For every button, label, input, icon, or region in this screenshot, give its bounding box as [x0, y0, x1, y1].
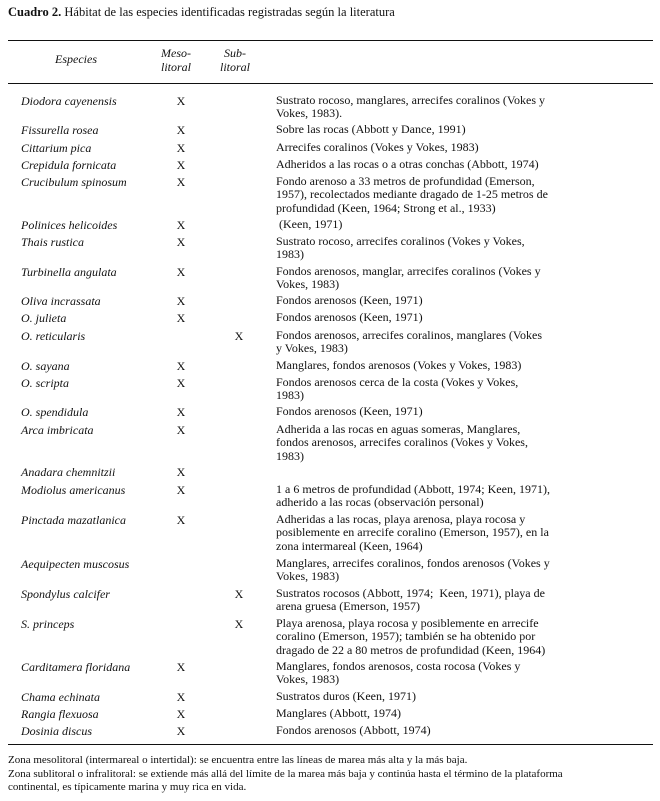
- species-name: Carditamera floridana: [21, 660, 131, 674]
- habitat-line: Fondos arenosos (Keen, 1971): [276, 404, 423, 418]
- habitat-description: [276, 483, 550, 510]
- species-name: Thais rustica: [21, 235, 85, 249]
- habitat-line: Manglares (Abbott, 1974): [276, 706, 401, 720]
- mesolitoral-mark: X: [176, 423, 186, 437]
- habitat-line: 1 a 6 metros de profundidad (Abbott, 1974; Keen, 1971),: [276, 482, 550, 496]
- habitat-line: adherido a las rocas (observación personal): [276, 495, 484, 510]
- habitat-description: [276, 265, 541, 292]
- habitat-line: Sustrato rocoso, manglares, arrecifes coralinos (Vokes y: [276, 93, 546, 107]
- header-sublitoral: [220, 46, 250, 74]
- habitat-description: [276, 660, 520, 687]
- mesolitoral-mark: X: [176, 405, 186, 419]
- mesolitoral-mark: X: [176, 123, 186, 137]
- mesolitoral-mark: X: [176, 265, 186, 279]
- habitat-description: [276, 423, 528, 463]
- species-name: Crepidula fornicata: [21, 158, 117, 172]
- header-mesolitoral: [161, 46, 191, 74]
- species-name: O. reticularis: [21, 329, 86, 343]
- bottom-rule: [8, 744, 653, 745]
- habitat-line: Manglares, fondos arenosos, costa rocosa (Vokes y: [276, 659, 521, 673]
- habitat-line: zona intermareal (Keen, 1964): [276, 538, 423, 553]
- sublitoral-mark: X: [234, 587, 244, 601]
- habitat-line: Fondos arenosos, manglar, arrecifes coralinos (Vokes y: [276, 264, 541, 278]
- habitat-description: [276, 294, 423, 307]
- habitat-line: Fondos arenosos (Keen, 1971): [276, 310, 423, 324]
- habitat-description: [276, 158, 539, 171]
- species-name: Arca imbricata: [21, 423, 94, 437]
- habitat-description: [276, 141, 479, 154]
- header-meso-2: litoral: [161, 60, 192, 74]
- species-name: Pinctada mazatlanica: [21, 513, 126, 527]
- mesolitoral-mark: X: [176, 94, 186, 108]
- species-name: Fissurella rosea: [21, 123, 99, 137]
- habitat-line: Sustratos rocosos (Abbott, 1974; Keen, 1971), playa de: [276, 586, 545, 600]
- habitat-description: [276, 376, 518, 403]
- mesolitoral-mark: X: [176, 376, 186, 390]
- mesolitoral-mark: X: [176, 311, 186, 325]
- habitat-description: [276, 557, 550, 584]
- habitat-description: [276, 513, 549, 553]
- habitat-line: Vokes, 1983): [276, 569, 340, 584]
- table-caption: [8, 5, 395, 20]
- habitat-line: Fondos arenosos cerca de la costa (Vokes y Vokes,: [276, 375, 519, 389]
- note-sublitoral-2: continental, es típicamente marina y muy rica en vida.: [8, 781, 247, 793]
- habitat-line: y Vokes, 1983): [276, 341, 348, 356]
- caption-text: Hábitat de las especies identificadas registradas según la literatura: [64, 5, 395, 19]
- habitat-line: Adheridas a las rocas, playa arenosa, playa rocosa y: [276, 512, 526, 526]
- habitat-line: Vokes, 1983): [276, 672, 340, 687]
- header-meso-1: Meso-: [161, 46, 191, 60]
- top-rule: [8, 40, 653, 41]
- habitat-line: Adheridos a las rocas o a otras conchas (Abbott, 1974): [276, 157, 539, 171]
- habitat-line: Fondos arenosos (Abbott, 1974): [276, 723, 431, 737]
- habitat-description: [276, 617, 545, 657]
- habitat-line: 1983): [276, 388, 304, 403]
- species-name: Dosinia discus: [21, 724, 93, 738]
- mesolitoral-mark: X: [176, 235, 186, 249]
- habitat-description: [276, 359, 521, 372]
- mesolitoral-mark: X: [176, 218, 186, 232]
- mesolitoral-mark: X: [176, 513, 186, 527]
- species-name: Modiolus americanus: [21, 483, 126, 497]
- mesolitoral-mark: X: [176, 141, 186, 155]
- species-name: Cittarium pica: [21, 141, 92, 155]
- habitat-description: [276, 123, 466, 136]
- habitat-line: Fondo arenoso a 33 metros de profundidad (Emerson,: [276, 174, 535, 188]
- habitat-line: arena gruesa (Emerson, 1957): [276, 599, 420, 614]
- habitat-line: dragado de 22 a 80 metros de profundidad (Keen, 1964): [276, 642, 546, 657]
- habitat-line: Manglares, fondos arenosos (Vokes y Vokes, 1983): [276, 358, 522, 372]
- habitat-description: [276, 329, 542, 356]
- habitat-description: [276, 690, 416, 703]
- habitat-line: 1957), recolectados mediante dragado de 1-25 metros de: [276, 187, 548, 202]
- header-especies: Especies: [55, 52, 97, 66]
- header-rule: [8, 83, 653, 84]
- habitat-line: Playa arenosa, playa rocosa y posiblemente en arrecife: [276, 616, 539, 630]
- habitat-line: posiblemente en arrecife coralino (Emerson, 1957), en la: [276, 525, 549, 540]
- habitat-line: fondos arenosos, arrecifes coralinos (Vokes y Vokes,: [276, 435, 528, 450]
- sublitoral-mark: X: [234, 617, 244, 631]
- habitat-line: Vokes, 1983).: [276, 106, 343, 121]
- mesolitoral-mark: X: [176, 465, 186, 479]
- habitat-description: [276, 405, 423, 418]
- species-name: O. sayana: [21, 359, 70, 373]
- mesolitoral-mark: X: [176, 690, 186, 704]
- header-sub-1: Sub-: [224, 46, 246, 60]
- habitat-description: [276, 175, 548, 215]
- sublitoral-mark: X: [234, 329, 244, 343]
- mesolitoral-mark: X: [176, 483, 186, 497]
- mesolitoral-mark: X: [176, 294, 186, 308]
- habitat-line: Fondos arenosos (Keen, 1971): [276, 293, 423, 307]
- mesolitoral-mark: X: [176, 660, 186, 674]
- species-name: Aequipecten muscosus: [21, 557, 130, 571]
- header-sub-2: litoral: [220, 60, 251, 74]
- habitat-line: Adherida a las rocas en aguas someras, Manglares,: [276, 422, 521, 436]
- habitat-line: Sustrato rocoso, arrecifes coralinos (Vokes y Vokes,: [276, 234, 525, 248]
- species-name: Spondylus calcifer: [21, 587, 110, 601]
- habitat-line: Vokes, 1983): [276, 277, 340, 292]
- mesolitoral-mark: X: [176, 707, 186, 721]
- habitat-line: Fondos arenosos, arrecifes coralinos, manglares (Vokes: [276, 328, 543, 342]
- species-name: Turbinella angulata: [21, 265, 117, 279]
- mesolitoral-mark: X: [176, 175, 186, 189]
- species-name: Polinices helicoides: [21, 218, 118, 232]
- species-name: Oliva incrassata: [21, 294, 101, 308]
- habitat-description: [276, 587, 545, 614]
- mesolitoral-mark: X: [176, 158, 186, 172]
- habitat-line: Sobre las rocas (Abbott y Dance, 1991): [276, 122, 466, 136]
- habitat-description: [276, 311, 423, 324]
- habitat-description: [276, 724, 431, 737]
- caption-label: Cuadro 2.: [8, 5, 62, 19]
- habitat-line: 1983): [276, 448, 304, 463]
- species-name: O. scripta: [21, 376, 69, 390]
- species-name: O. spendidula: [21, 405, 89, 419]
- habitat-line: coralino (Emerson, 1957); también se ha obtenido por: [276, 629, 536, 644]
- habitat-line: Manglares, arrecifes coralinos, fondos arenosos (Vokes y: [276, 556, 550, 570]
- species-name: Chama echinata: [21, 690, 100, 704]
- habitat-line: (Keen, 1971): [276, 217, 343, 231]
- mesolitoral-mark: X: [176, 359, 186, 373]
- habitat-line: Sustratos duros (Keen, 1971): [276, 689, 416, 703]
- habitat-line: profundidad (Keen, 1964; Strong et al., 1933): [276, 200, 496, 215]
- habitat-description: [276, 94, 545, 121]
- note-mesolitoral: Zona mesolitoral (intermareal o intertidal): se encuentra entre las líneas de marea más alta y la más baja.: [8, 754, 468, 766]
- mesolitoral-mark: X: [176, 724, 186, 738]
- habitat-line: 1983): [276, 247, 304, 262]
- species-name: Anadara chemnitzii: [21, 465, 116, 479]
- species-name: S. princeps: [21, 617, 75, 631]
- species-name: O. julieta: [21, 311, 67, 325]
- species-name: Diodora cayenensis: [21, 94, 117, 108]
- habitat-description: [276, 218, 342, 231]
- note-sublitoral-1: Zona sublitoral o infralitoral: se extiende más allá del límite de la marea más baja y continúa hasta el término de la plataforma: [8, 768, 563, 780]
- habitat-line: Arrecifes coralinos (Vokes y Vokes, 1983): [276, 140, 479, 154]
- habitat-description: [276, 707, 401, 720]
- species-name: Rangia flexuosa: [21, 707, 99, 721]
- species-name: Crucibulum spinosum: [21, 175, 127, 189]
- habitat-description: [276, 235, 525, 262]
